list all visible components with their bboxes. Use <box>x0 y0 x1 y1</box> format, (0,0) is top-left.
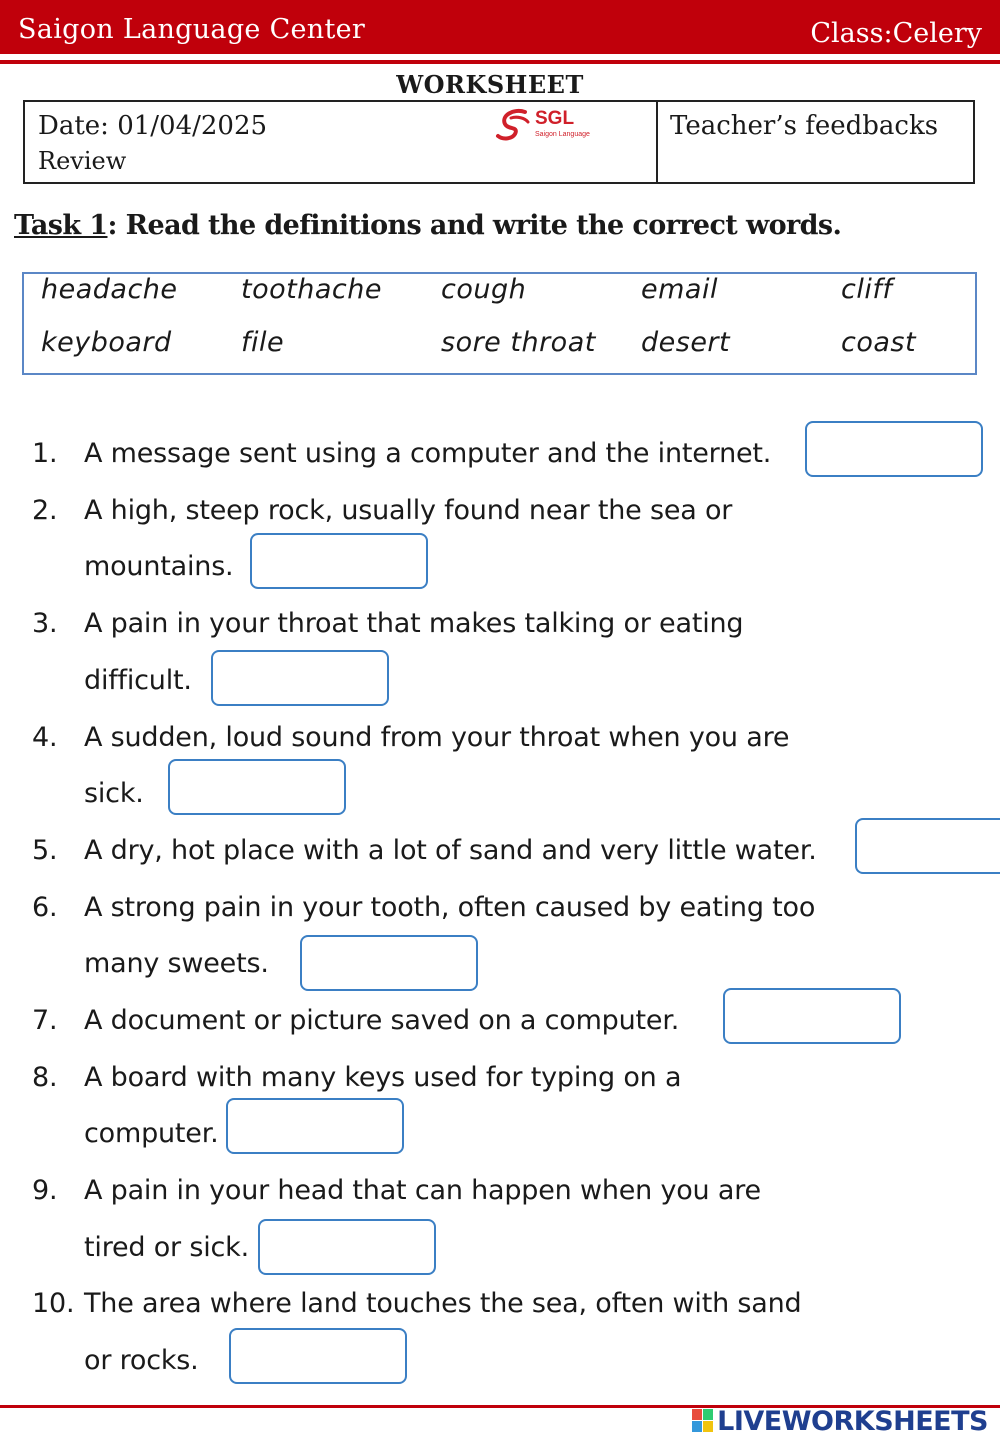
question-text: many sweets. <box>84 948 269 979</box>
logo-text: SGL <box>535 108 575 129</box>
word-bank-item: headache <box>41 274 178 305</box>
answer-input-3[interactable] <box>211 650 389 706</box>
question-text: A message sent using a computer and the internet. <box>84 438 772 469</box>
question-text: A board with many keys used for typing on a <box>84 1062 682 1093</box>
answer-input-2[interactable] <box>250 533 428 589</box>
question-text: or rocks. <box>84 1345 199 1376</box>
sgl-logo <box>495 106 605 144</box>
question-number: 2. <box>32 495 58 526</box>
answer-input-5[interactable] <box>855 818 1000 874</box>
word-bank-item: file <box>241 327 285 358</box>
task-label: Task 1 <box>14 210 108 241</box>
question-number: 3. <box>32 608 58 639</box>
worksheet-title: WORKSHEET <box>396 70 584 99</box>
header-divider <box>0 60 1000 64</box>
answer-input-8[interactable] <box>226 1098 404 1154</box>
liveworksheets-brand: LIVEWORKSHEETS <box>717 1405 988 1437</box>
answer-input-4[interactable] <box>168 759 346 815</box>
question-number: 9. <box>32 1175 58 1206</box>
liveworksheets-blocks-icon <box>692 1409 714 1433</box>
question-text: A strong pain in your tooth, often caused by eating too <box>84 892 816 923</box>
task-instruction <box>14 210 841 241</box>
question-text: computer. <box>84 1118 219 1149</box>
answer-input-1[interactable] <box>805 421 983 477</box>
question-number: 8. <box>32 1062 58 1093</box>
question-number: 7. <box>32 1005 58 1036</box>
word-bank-item: sore throat <box>441 327 596 358</box>
word-bank-item: cough <box>441 274 527 305</box>
question-text: The area where land touches the sea, often with sand <box>84 1288 802 1319</box>
header-bar <box>0 0 1000 54</box>
word-bank-item: keyboard <box>41 327 172 358</box>
date-text: Date: 01/04/2025 <box>38 111 268 141</box>
answer-input-6[interactable] <box>300 935 478 991</box>
topic-text: Review <box>38 147 127 175</box>
class-label: Class:Celery <box>810 18 982 49</box>
word-bank-item: coast <box>841 327 917 358</box>
answer-input-7[interactable] <box>723 988 901 1044</box>
word-bank-item: toothache <box>241 274 382 305</box>
question-text: tired or sick. <box>84 1232 249 1263</box>
word-bank-item: desert <box>641 327 731 358</box>
task-text: : Read the definitions and write the correct words. <box>107 210 842 241</box>
info-divider <box>656 102 658 182</box>
question-number: 4. <box>32 722 58 753</box>
question-number: 5. <box>32 835 58 866</box>
question-number: 6. <box>32 892 58 923</box>
question-number: 1. <box>32 438 58 469</box>
logo-subtext: Saigon Language <box>535 131 590 138</box>
question-text: difficult. <box>84 665 192 696</box>
answer-input-10[interactable] <box>229 1328 407 1384</box>
question-text: A pain in your head that can happen when you are <box>84 1175 761 1206</box>
word-bank-item: cliff <box>841 274 893 305</box>
word-bank-item: email <box>641 274 718 305</box>
feedback-label: Teacher’s feedbacks <box>670 111 939 141</box>
question-text: A document or picture saved on a computer. <box>84 1005 680 1036</box>
word-bank <box>22 272 977 375</box>
question-text: A high, steep rock, usually found near the sea or <box>84 495 733 526</box>
question-text: sick. <box>84 778 144 809</box>
question-text: A pain in your throat that makes talking or eating <box>84 608 744 639</box>
question-text: A dry, hot place with a lot of sand and very little water. <box>84 835 817 866</box>
answer-input-9[interactable] <box>258 1219 436 1275</box>
question-text: A sudden, loud sound from your throat when you are <box>84 722 790 753</box>
center-name: Saigon Language Center <box>18 14 366 45</box>
question-text: mountains. <box>84 551 234 582</box>
question-number: 10. <box>32 1288 75 1319</box>
sgl-swoosh-icon <box>495 106 535 144</box>
info-table <box>23 100 975 184</box>
liveworksheets-logo <box>692 1402 988 1440</box>
